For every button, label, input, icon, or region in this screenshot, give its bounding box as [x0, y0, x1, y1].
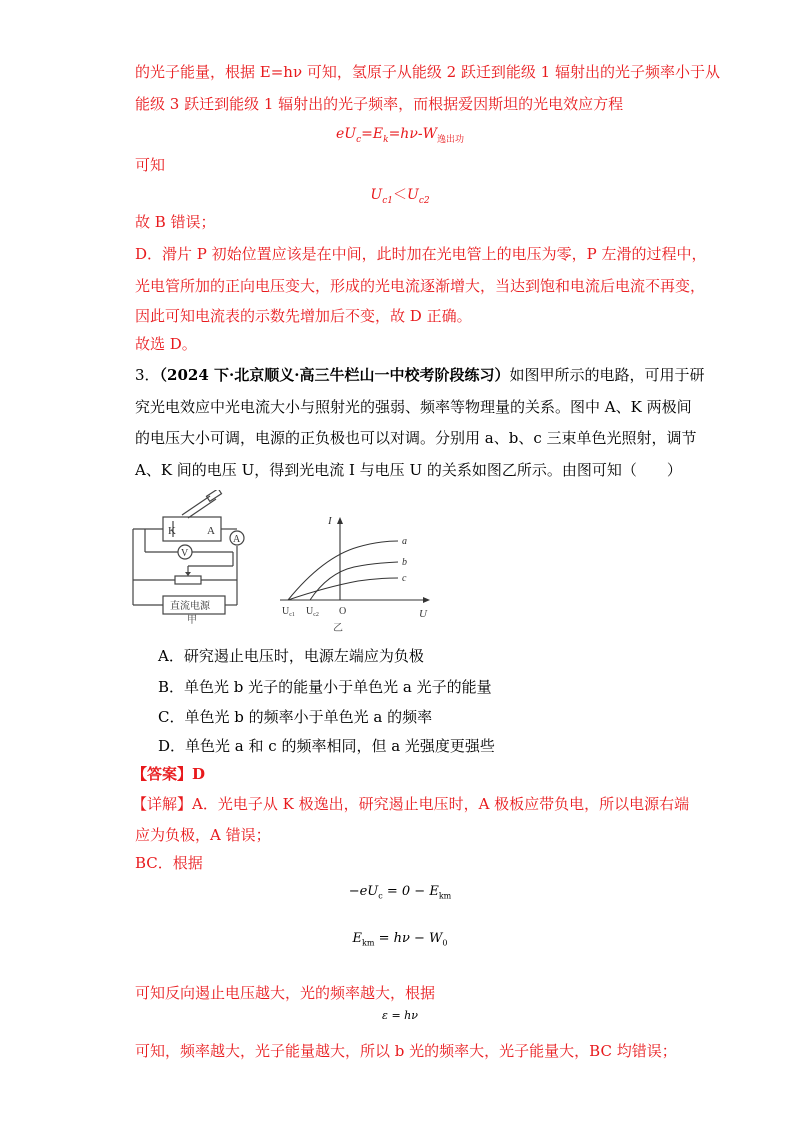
equation-photoelectric: $eU_c=E_k=h\nu-W_{逸出功}$ — [336, 126, 464, 145]
iu-graph — [278, 515, 438, 637]
kezhi-text: 可知 — [135, 156, 166, 174]
para1-line1: 的光子能量，根据 E=hν 可知，氢原子从能级 2 跃迁到能级 1 辐射出的光子频率小于从 — [135, 63, 720, 81]
ammeter-label: A — [233, 534, 241, 545]
circuit-label-k: K — [168, 525, 176, 537]
axis-u-label: U — [419, 608, 427, 620]
circuit-label-a: A — [207, 525, 215, 537]
caption-yi: 乙 — [333, 623, 343, 634]
last-line: 可知，频率越大，光子能量越大，所以 b 光的频率大，光子能量大，BC 均错误； — [135, 1042, 677, 1060]
curve-a-label: a — [402, 536, 407, 547]
equation-stopping-voltage: $-eU_c = 0 - E_{km}$ — [348, 884, 452, 901]
d-para-line3: 因此可知电流表的示数先增加后不变，故 D 正确。 — [135, 307, 472, 325]
detail-line1: 【详解】A．光电子从 K 极逸出，研究遏止电压时，A 极板应带负电，所以电源右端 — [132, 795, 690, 813]
circuit-diagram — [125, 490, 260, 625]
question-3-line4: A、K 间的电压 U，得到光电流 I 与电压 U 的关系如图乙所示。由图可知（ ） — [135, 461, 682, 479]
tick-uc2: $U_{c2}$ — [306, 606, 319, 618]
d-para-line1: D．滑片 P 初始位置应该是在中间，此时加在光电管上的电压为零，P 左滑的过程中， — [135, 245, 707, 263]
question-source: （2024 下·北京顺义·高三牛栏山一中校考阶段练习） — [159, 366, 510, 384]
tick-uc1: $U_{c1}$ — [282, 606, 295, 618]
equation-uc-compare: $U_{c1}<U_{c2}$ — [370, 187, 430, 206]
detail-line3: BC．根据 — [135, 854, 203, 872]
option-a: A．研究遏止电压时，电源左端应为负极 — [158, 647, 424, 665]
answer-line: 【答案】D — [132, 765, 206, 783]
power-source-label: 直流电源 — [170, 601, 210, 612]
caption-jia: 甲 — [187, 615, 197, 625]
voltmeter-label: V — [181, 548, 189, 559]
curve-b-label: b — [402, 557, 407, 568]
detail-line2: 应为负极，A 错误； — [135, 826, 271, 844]
paragraph-after-equations: 可知反向遏止电压越大，光的频率越大，根据 — [135, 984, 436, 1002]
choose-d-text: 故选 D。 — [135, 335, 197, 353]
option-c: C．单色光 b 的频率小于单色光 a 的频率 — [158, 708, 433, 726]
b-wrong-text: 故 B 错误； — [135, 213, 216, 231]
equation-photon-energy: ε = hν — [382, 1009, 418, 1022]
d-para-line2: 光电管所加的正向电压变大，形成的光电流逐渐增大，当达到饱和电流后电流不再变， — [135, 277, 706, 295]
question-3-line3: 的电压大小可调，电源的正负极也可以对调。分别用 a、b、c 三束单色光照射，调节 — [135, 429, 697, 447]
axis-i-label: I — [328, 515, 332, 527]
tick-origin: O — [339, 606, 347, 617]
equation-kinetic-energy: $E_{km} = h\nu - W_0$ — [352, 931, 448, 948]
question-3-line2: 究光电效应中光电流大小与照射光的强弱、频率等物理量的关系。图中 A、K 两极间 — [135, 398, 692, 416]
para1-line2: 能级 3 跃迁到能级 1 辐射出的光子频率，而根据爱因斯坦的光电效应方程 — [135, 95, 624, 113]
question-3-line1: 3．（2024 下·北京顺义·高三牛栏山一中校考阶段练习）如图甲所示的电路，可用于研 — [135, 366, 705, 384]
option-b: B．单色光 b 光子的能量小于单色光 a 光子的能量 — [158, 678, 492, 696]
curve-c-label: c — [402, 573, 407, 584]
option-d: D．单色光 a 和 c 的频率相同，但 a 光强度更强些 — [158, 737, 495, 755]
